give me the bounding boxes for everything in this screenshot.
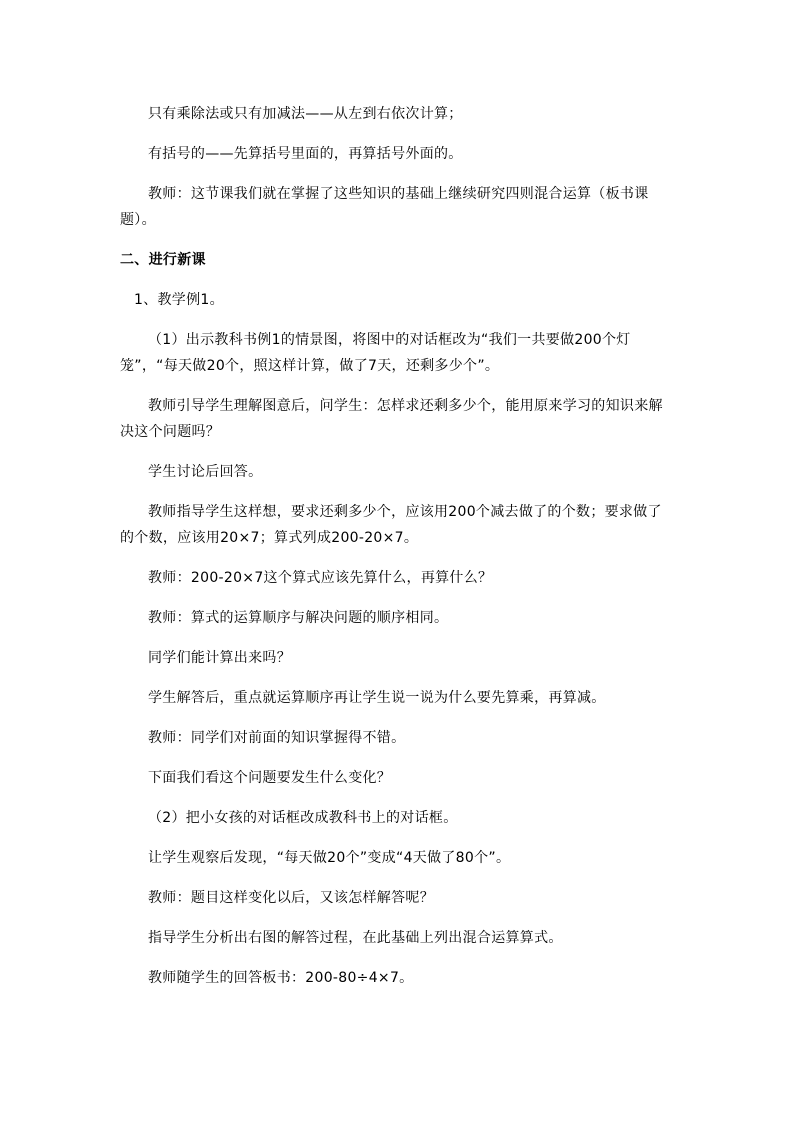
paragraph-students-observe: 让学生观察后发现，“每天做20个”变成“4天做了80个”。 — [148, 850, 511, 866]
paragraph-teacher-question-order: 教师：200-20×7这个算式应该先算什么，再算什么？ — [148, 570, 493, 586]
paragraph-board-writing: 教师随学生的回答板书：200-80÷4×7。 — [148, 970, 414, 986]
paragraph-rule-parentheses: 有括号的——先算括号里面的，再算括号外面的。 — [148, 146, 463, 162]
paragraph-can-calculate: 同学们能计算出来吗？ — [148, 650, 291, 666]
paragraph-teacher-order-same: 教师：算式的运算顺序与解决问题的顺序相同。 — [148, 610, 449, 626]
section-heading-new-lesson: 二、进行新课 — [120, 252, 206, 268]
paragraph-students-explain: 学生解答后，重点就运算顺序再让学生说一说为什么要先算乘，再算减。 — [148, 690, 606, 706]
paragraph-change-dialog: （2）把小女孩的对话框改成教科书上的对话框。 — [148, 810, 458, 826]
paragraph-teacher-intro: 教师：这节课我们就在掌握了这些知识的基础上继续研究四则混合运算（板书课题）。 — [120, 186, 649, 228]
paragraph-teacher-instructs: 教师指导学生这样想，要求还剩多少个，应该用200个减去做了的个数；要求做了的个数，应该用20×7；算式列成200-20×7。 — [120, 504, 662, 546]
paragraph-rule-left-to-right: 只有乘除法或只有加减法——从左到右依次计算； — [148, 106, 463, 122]
paragraph-teacher-praise: 教师：同学们对前面的知识掌握得不错。 — [148, 730, 406, 746]
paragraph-what-changes: 下面我们看这个问题要发生什么变化？ — [148, 770, 392, 786]
paragraph-teacher-guides: 教师引导学生理解图意后，问学生：怎样求还剩多少个，能用原来学习的知识来解决这个问题吗？ — [120, 398, 663, 440]
paragraph-guide-analysis: 指导学生分析出右图的解答过程，在此基础上列出混合运算算式。 — [148, 930, 563, 946]
paragraph-students-discuss: 学生讨论后回答。 — [148, 464, 263, 480]
paragraph-show-scene: （1）出示教科书例1的情景图，将图中的对话框改为“我们一共要做200个灯笼”，“每天做20个，照这样计算，做了7天，还剩多少个”。 — [120, 332, 631, 374]
paragraph-teacher-how-solve: 教师：题目这样变化以后，又该怎样解答呢？ — [148, 890, 434, 906]
subheading-example-1: 1、教学例1。 — [134, 292, 224, 308]
document-body — [120, 94, 676, 998]
